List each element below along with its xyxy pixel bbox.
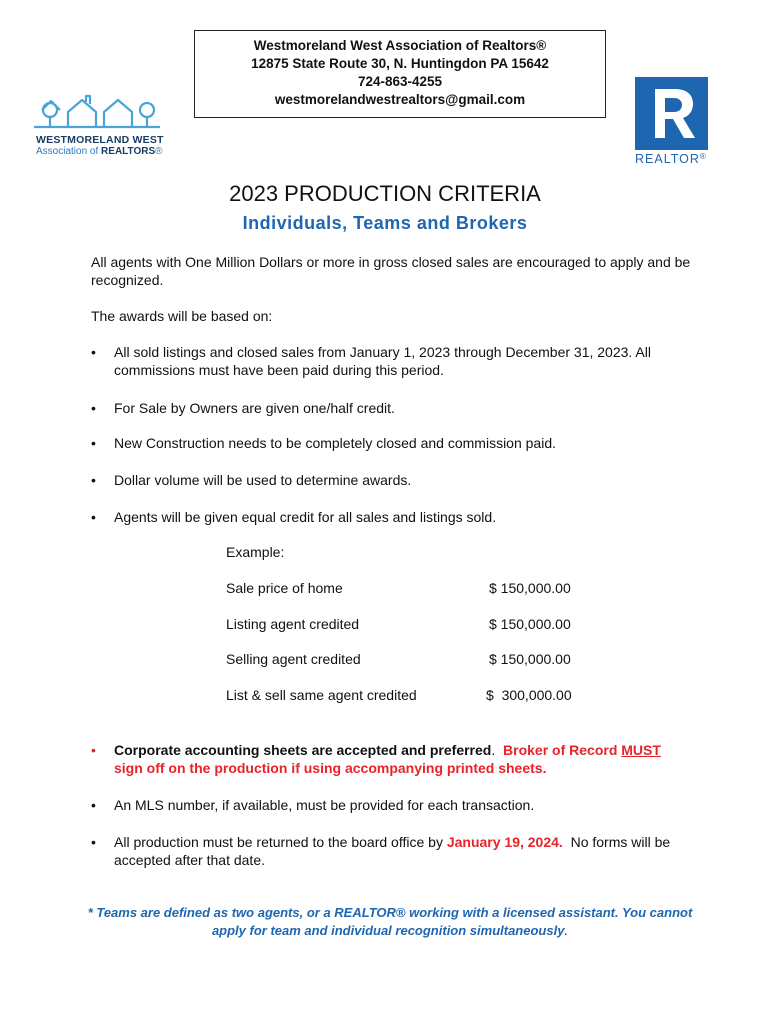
bullet-dot: • <box>91 472 96 488</box>
bullet-text: Agents will be given equal credit for all sales and listings sold. <box>114 509 497 525</box>
example-row-value: $ 150,000.00 <box>489 616 571 632</box>
bullet-dot: • <box>91 400 96 416</box>
based-on-text: The awards will be based on: <box>91 308 273 324</box>
deadline-date: January 19, 2024. <box>446 834 563 850</box>
org-email: westmorelandwestrealtors@gmail.com <box>274 92 526 107</box>
teams-footnote <box>50 904 730 940</box>
example-label: Example: <box>226 544 285 560</box>
realtor-word-text: REALTOR <box>635 152 700 166</box>
bullet-text: New Construction needs to be completely closed and commission paid. <box>114 435 557 451</box>
bullet-text: For Sale by Owners are given one/half credit. <box>114 400 395 416</box>
example-row-label: List & sell same agent credited <box>226 687 417 703</box>
bullet-dot: • <box>91 797 96 813</box>
example-row-value: $ 300,000.00 <box>486 687 572 703</box>
footnote-line-2-text: apply for team and individual recognition simultaneously <box>211 923 565 938</box>
example-row-label: Selling agent credited <box>226 651 361 667</box>
broker-of-record-text: Broker of Record <box>503 742 622 758</box>
header-contact-box <box>194 30 606 118</box>
must-text: MUST <box>621 742 661 758</box>
footnote-line-2 <box>50 922 730 940</box>
houses-icon <box>30 88 170 136</box>
realtor-logo <box>635 77 711 169</box>
deadline-text-1: All production must be returned to the board office by <box>114 834 447 850</box>
page-subtitle: Individuals, Teams and Brokers <box>242 213 528 233</box>
intro-paragraph: All agents with One Million Dollars or more in gross closed sales are encouraged to apply and be recognized. <box>91 254 691 288</box>
corporate-period: . <box>491 742 496 758</box>
example-row-value: $ 150,000.00 <box>489 580 571 596</box>
bullet-text: Dollar volume will be used to determine awards. <box>114 472 412 488</box>
example-row-label: Sale price of home <box>226 580 343 596</box>
logo-line-2 <box>36 146 163 157</box>
realtor-word-mark: ® <box>699 152 707 161</box>
logo-line-1: WESTMORELAND WEST <box>36 134 164 146</box>
bullet-text: An MLS number, if available, must be provided for each transaction. <box>114 797 535 813</box>
bullet-text <box>114 741 719 777</box>
logo-line-2-mark: ® <box>155 146 163 157</box>
org-phone: 724-863-4255 <box>357 74 443 89</box>
org-name: Westmoreland West Association of Realtors® <box>253 38 547 53</box>
bullet-dot: • <box>91 509 96 525</box>
example-row-label: Listing agent credited <box>226 616 360 632</box>
logo-line-2b: REALTORS <box>101 146 156 157</box>
footnote-line-1: * Teams are defined as two agents, or a REALTOR® working with a licensed assistant. You cannot <box>87 905 693 920</box>
bullet-text: All sold listings and closed sales from January 1, 2023 through December 31, 2023. All commissions must have been paid during this period. <box>114 344 651 378</box>
org-address: 12875 State Route 30, N. Huntingdon PA 15642 <box>251 56 549 71</box>
corporate-bold-text: Corporate accounting sheets are accepted and preferred <box>114 742 492 758</box>
deadline-text-3: accepted after that date. <box>114 852 265 868</box>
footnote-line-2-end: . <box>564 923 569 938</box>
bullet-dot: • <box>91 742 96 758</box>
example-row-value: $ 150,000.00 <box>489 651 571 667</box>
bullet-text <box>114 833 719 869</box>
realtor-r-icon <box>635 77 708 150</box>
page-title: 2023 PRODUCTION CRITERIA <box>229 181 541 206</box>
bullet-dot: • <box>91 435 96 451</box>
realtor-word <box>635 152 707 166</box>
bullet-dot: • <box>91 834 96 850</box>
bullet-dot: • <box>91 344 96 360</box>
logo-line-2a: Association of <box>36 146 102 157</box>
deadline-text-2: No forms will be <box>562 834 671 850</box>
sign-off-text: sign off on the production if using accompanying printed sheets. <box>114 760 547 776</box>
